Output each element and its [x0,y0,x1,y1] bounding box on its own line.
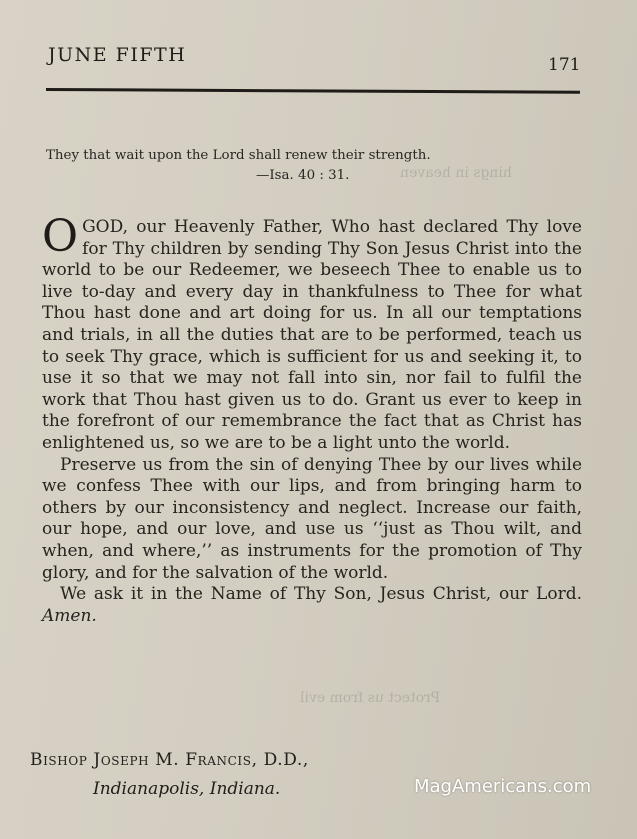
bleed-through-text: Protect us from evil [300,690,441,706]
paragraph-text: GOD, our Heavenly Father, Who hast declared Thy love for Thy children by sending Thy Son Jesus Christ into the world to be our Redeemer, we beseech Thee to enable us to live to-day and every day in thankfulness to Thee for what Thou hast done and art doing for us. In all our temptations and trials, in all the duties that are to be performed, teach us to seek Thy grace, which is sufficient for us and seeking it, to use it so that we may not fall into sin, nor fail to fulfil the work that Thou hast given us to do. Grant us ever to keep in the forefront of our remembrance the fact that as Christ has enlightened us, so we are to be a light unto the world. [42,217,582,453]
page-header-title: JUNE FIFTH [48,44,187,66]
amen: Amen. [42,605,97,626]
author-location: Indianapolis, Indiana. [93,779,281,799]
watermark: MagAmericans.com [414,776,592,797]
prayer-paragraph-1 [42,211,582,455]
drop-cap: O [42,211,79,262]
prayer-paragraph-2: Preserve us from the sin of denying Thee by our lives while we confess Thee with our lips, and from bringing harm to others by our inconsistency and neglect. Increase our faith, our hope, and our love, and use us ‘‘just as Thou wilt, and when, and where,’’ as instruments for the promotion of Thy glory, and for the salvation of the world. [42,454,582,583]
prayer-paragraph-3 [42,584,582,627]
prayer-text [42,211,582,627]
bleed-through-text: hings in heaven [400,165,512,181]
paragraph-text: We ask it in the Name of Thy Son, Jesus Christ, our Lord. [60,584,582,605]
header-divider [46,88,580,94]
author-signature: Bishop Joseph M. Francis, D.D., [30,750,309,770]
epigraph [46,146,582,186]
epigraph-citation: —Isa. 40 : 31. [256,168,350,183]
epigraph-quote: They that wait upon the Lord shall renew their strength. [46,148,431,163]
page-number: 171 [548,55,581,75]
